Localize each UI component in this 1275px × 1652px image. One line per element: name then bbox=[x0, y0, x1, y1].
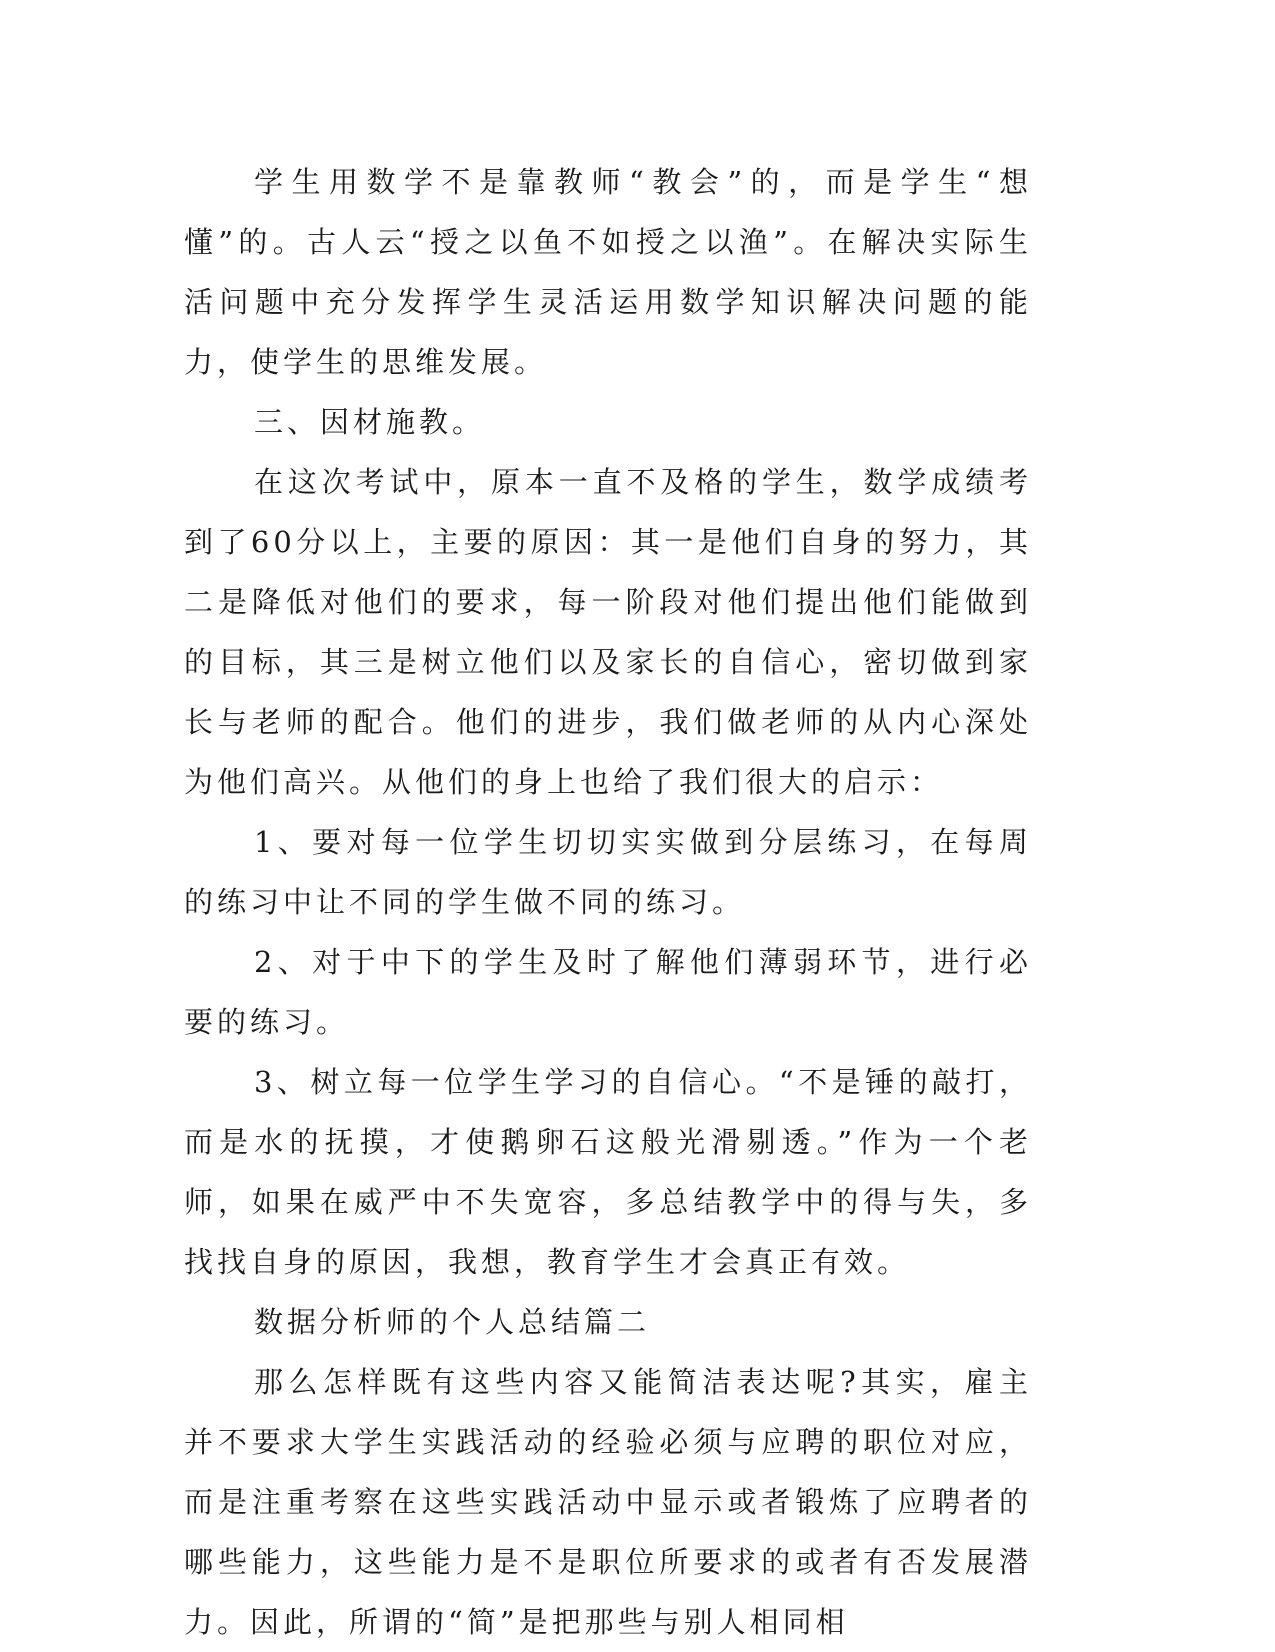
list-item-3: 3、树立每一位学生学习的自信心。“不是锤的敲打，而是水的抚摸，才使鹅卵石这般光滑剔透。”作为一个老师，如果在威严中不失宽容，多总结教学中的得与失，多找找自身的原因，我想，教育学生才会真正有效。 bbox=[184, 1065, 1032, 1279]
list-item-2: 2、对于中下的学生及时了解他们薄弱环节，进行必要的练习。 bbox=[184, 945, 1032, 1039]
paragraph-math-understanding: 学生用数学不是靠教师“教会”的，而是学生“想懂”的。古人云“授之以鱼不如授之以渔”。在解决实际生活问题中充分发挥学生灵活运用数学知识解决问题的能力，使学生的思维发展。 bbox=[184, 165, 1032, 379]
paragraph-exam-progress: 在这次考试中，原本一直不及格的学生，数学成绩考到了60分以上，主要的原因：其一是他们自身的努力，其二是降低对他们的要求，每一阶段对他们提出他们能做到的目标，其三是树立他们以及家长的自信心，密切做到家长与老师的配合。他们的进步，我们做老师的从内心深处为他们高兴。从他们的身上也给了我们很大的启示： bbox=[184, 465, 1032, 799]
section-heading-teach-by-aptitude: 三、因材施教。 bbox=[254, 405, 486, 439]
document-body bbox=[184, 152, 1032, 1652]
paragraph-resume-advice: 那么怎样既有这些内容又能简洁表达呢?其实，雇主并不要求大学生实践活动的经验必须与应聘的职位对应，而是注重考察在这些实践活动中显示或者锻炼了应聘者的哪些能力，这些能力是不是职位所要求的或者有否发展潜力。因此，所谓的“简”是把那些与别人相同相 bbox=[184, 1365, 1032, 1639]
list-item-1: 1、要对每一位学生切切实实做到分层练习，在每周的练习中让不同的学生做不同的练习。 bbox=[184, 825, 1032, 919]
section-heading-part-two: 数据分析师的个人总结篇二 bbox=[254, 1305, 651, 1339]
